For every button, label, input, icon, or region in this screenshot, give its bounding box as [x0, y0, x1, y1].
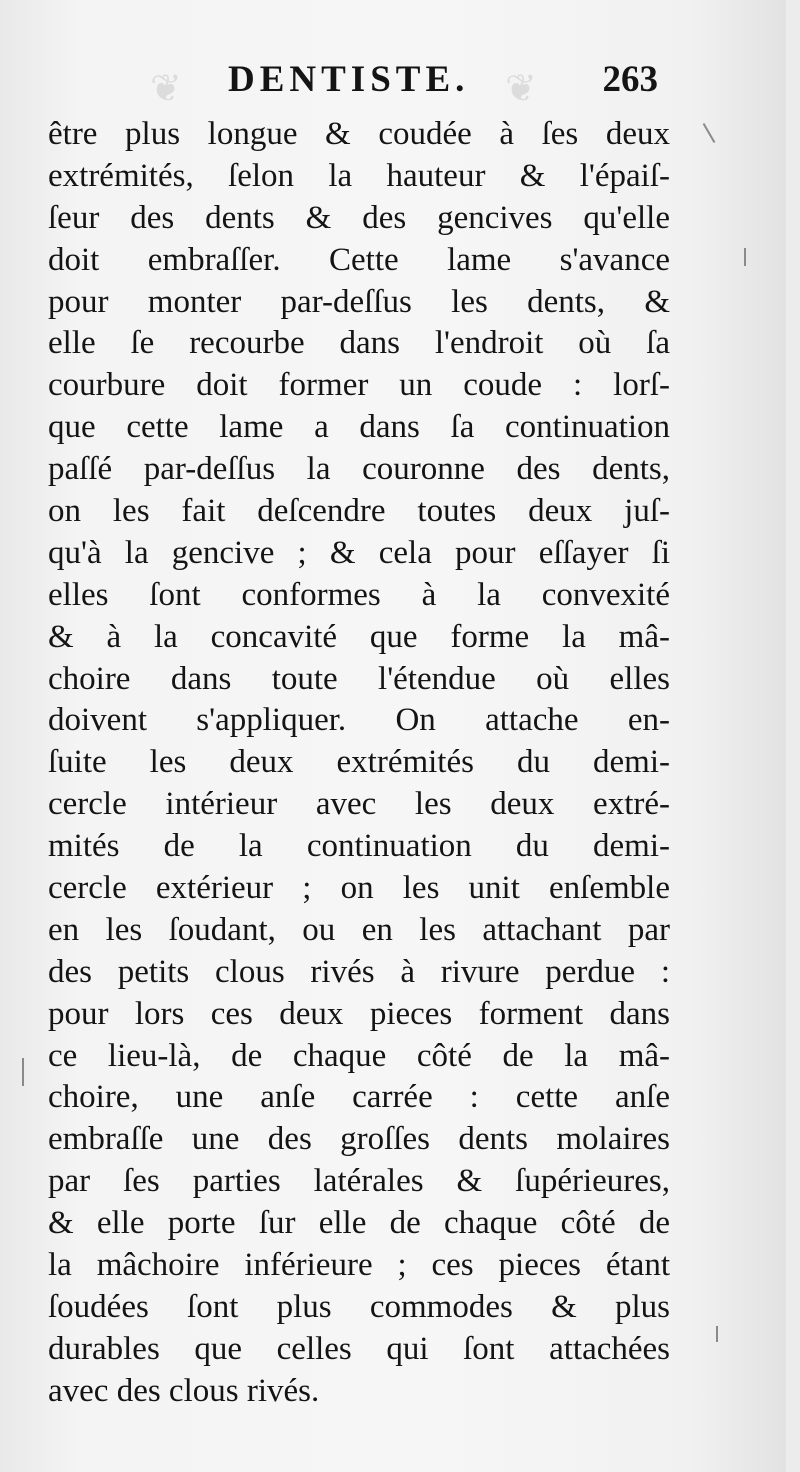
- text-line: être plus longue & coudée à ſes deux: [48, 116, 670, 152]
- text-line: ſoudées ſont plus commodes & plus: [48, 1288, 670, 1325]
- text-line: des petits clous rivés à rivure perdue :: [48, 953, 670, 990]
- text-line: & à la concavité que forme la mâ-: [48, 618, 670, 655]
- margin-speck: [716, 1326, 718, 1342]
- text-line: en les ſoudant, ou en les attachant par: [48, 911, 670, 948]
- text-line: choire, une anſe carrée : cette anſe: [48, 1079, 670, 1116]
- text-line: la mâchoire inférieure ; ces pieces étant: [48, 1247, 670, 1284]
- text-line: elle ſe recourbe dans l'endroit où ſa: [48, 325, 670, 362]
- text-line: & elle porte ſur elle de chaque côté de: [48, 1205, 670, 1242]
- text-line: ſuite les deux extrémités du demi-: [48, 744, 670, 781]
- text-line: qu'à la gencive ; & cela pour eſſayer ſi: [48, 534, 670, 571]
- running-head: DENTISTE.: [228, 59, 470, 100]
- page-header: [228, 58, 658, 108]
- text-line: doit embraſſer. Cette lame s'avance: [48, 241, 670, 278]
- text-line: doivent s'appliquer. On attache en-: [48, 702, 670, 739]
- text-line: mités de la continuation du demi-: [48, 828, 670, 865]
- show-through-ink: ❦: [150, 66, 182, 110]
- text-line: courbure doit former un coude : lorſ-: [48, 367, 670, 404]
- text-line: cercle extérieur ; on les unit enſemble: [48, 870, 670, 907]
- text-line: extrémités, ſelon la hauteur & l'épaiſ-: [48, 157, 670, 194]
- text-line: on les fait deſcendre toutes deux juſ-: [48, 493, 670, 530]
- margin-speck: [22, 1058, 24, 1086]
- text-line: pour monter par-deſſus les dents, &: [48, 283, 670, 320]
- text-line: durables que celles qui ſont attachées: [48, 1330, 670, 1367]
- text-line: paſſé par-deſſus la couronne des dents,: [48, 451, 670, 488]
- body-text: [48, 114, 670, 1413]
- text-line: choire dans toute l'étendue où elles: [48, 660, 670, 697]
- page-number: 263: [602, 59, 658, 100]
- text-line: ſeur des dents & des gencives qu'elle: [48, 199, 670, 236]
- text-line: pour lors ces deux pieces forment dans: [48, 995, 670, 1032]
- margin-speck: [744, 248, 746, 266]
- text-line: ce lieu-là, de chaque côté de la mâ-: [48, 1037, 670, 1074]
- text-line: elles ſont conformes à la convexité: [48, 576, 670, 613]
- text-line: que cette lame a dans ſa continuation: [48, 409, 670, 446]
- text-line: avec des clous rivés.: [48, 1372, 320, 1409]
- show-through-ink: ❦: [505, 66, 537, 110]
- text-line: embraſſe une des groſſes dents molaires: [48, 1121, 670, 1158]
- text-line: par ſes parties latérales & ſupérieures,: [48, 1163, 670, 1200]
- margin-speck: [703, 123, 716, 143]
- text-line: cercle intérieur avec les deux extré-: [48, 786, 670, 823]
